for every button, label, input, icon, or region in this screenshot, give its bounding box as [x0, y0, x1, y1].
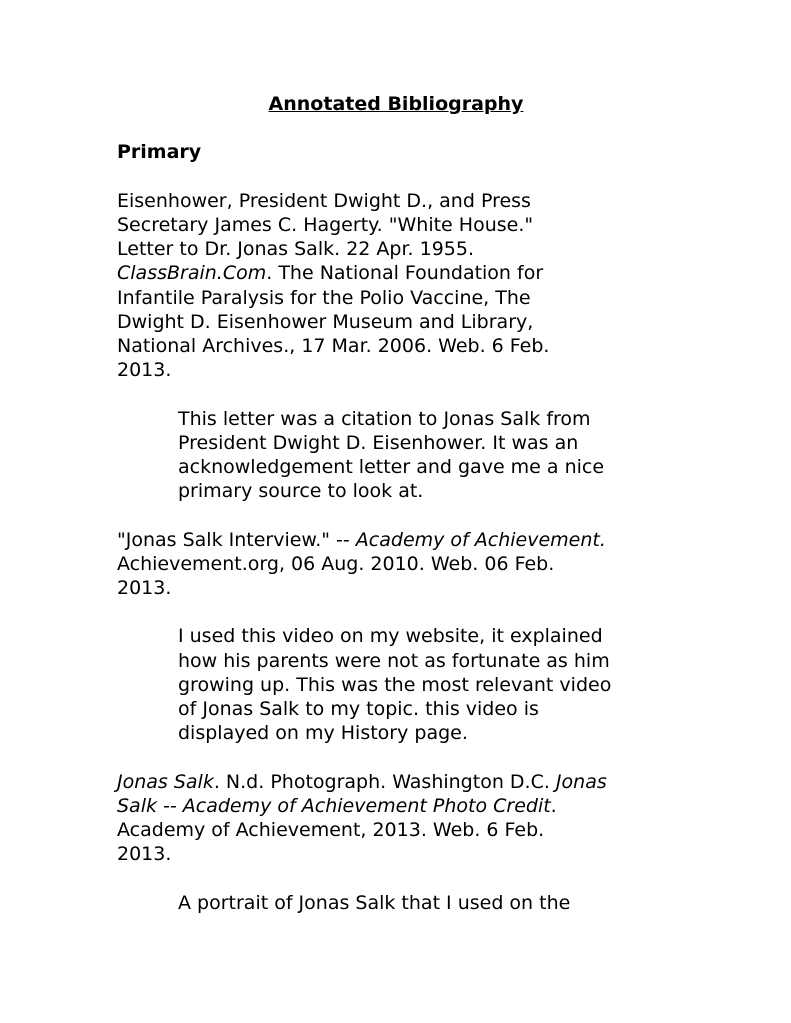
- citation-line: 2013.: [117, 359, 172, 382]
- citation-line: Secretary James C. Hagerty. "White House.": [117, 213, 534, 236]
- annotation-line: This letter was a citation to Jonas Salk from: [178, 407, 591, 430]
- annotation-line: how his parents were not as fortunate as him: [178, 649, 610, 672]
- citation-line: Dwight D. Eisenhower Museum and Library,: [117, 310, 534, 333]
- bibliography-entry: [117, 528, 677, 746]
- citation: [117, 528, 677, 601]
- citation-line: Achievement.org, 06 Aug. 2010. Web. 06 Feb.: [117, 552, 555, 575]
- annotation-line: primary source to look at.: [178, 480, 424, 503]
- annotation-line: A portrait of Jonas Salk that I used on the: [178, 891, 571, 914]
- source-title: Jonas: [555, 770, 607, 793]
- bibliography-entry: [117, 770, 677, 915]
- annotation: [117, 407, 677, 504]
- citation-line: Letter to Dr. Jonas Salk. 22 Apr. 1955.: [117, 238, 475, 261]
- citation: [117, 189, 677, 383]
- annotation-line: growing up. This was the most relevant video: [178, 673, 612, 696]
- citation-line: [117, 261, 677, 285]
- section-heading-primary: Primary: [117, 141, 202, 164]
- citation-text: "Jonas Salk Interview." --: [117, 528, 356, 551]
- citation-text: . N.d. Photograph. Washington D.C.: [213, 770, 556, 793]
- annotation: [117, 891, 677, 915]
- citation-line: [117, 528, 677, 552]
- citation-line: [117, 794, 677, 818]
- citation-line: National Archives., 17 Mar. 2006. Web. 6 Feb.: [117, 335, 550, 357]
- annotation: [117, 624, 677, 745]
- source-title: Jonas Salk: [117, 770, 214, 793]
- citation-line: Academy of Achievement, 2013. Web. 6 Feb.: [117, 819, 545, 841]
- annotation-line: displayed on my History page.: [178, 722, 468, 745]
- annotation-line: of Jonas Salk to my topic. this video is: [178, 698, 539, 720]
- bibliography-entry: [117, 189, 677, 504]
- citation-line: 2013.: [117, 577, 172, 599]
- annotation-line: I used this video on my website, it explained: [178, 625, 603, 648]
- citation-line: [117, 770, 677, 794]
- citation-line: 2013.: [117, 843, 172, 866]
- document-title: Annotated Bibliography: [268, 93, 524, 115]
- source-title: Academy of Achievement.: [355, 528, 606, 551]
- bibliography-page: [117, 92, 677, 939]
- source-title: Salk -- Academy of Achievement Photo Credit: [117, 794, 551, 817]
- citation-line: Infantile Paralysis for the Polio Vaccine, The: [117, 286, 531, 309]
- source-title: ClassBrain.Com: [117, 262, 267, 285]
- citation-text: . The National Foundation for: [266, 262, 544, 285]
- citation-text: .: [550, 794, 557, 817]
- annotation-line: acknowledgement letter and gave me a nice: [178, 456, 605, 478]
- citation: [117, 770, 677, 867]
- annotation-line: President Dwight D. Eisenhower. It was an: [178, 431, 579, 454]
- citation-line: Eisenhower, President Dwight D., and Press: [117, 189, 531, 212]
